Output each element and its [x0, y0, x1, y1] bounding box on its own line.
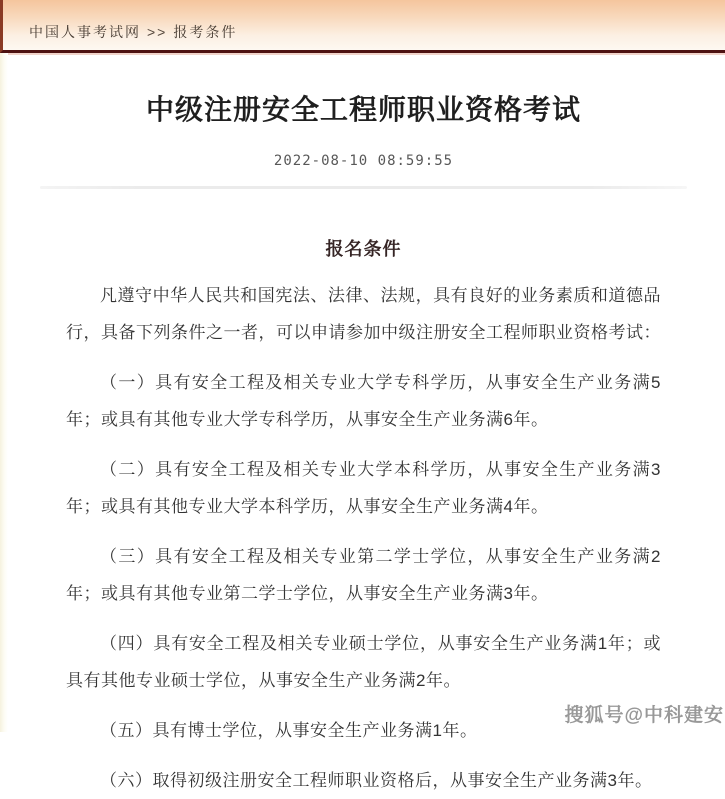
breadcrumb-separator: >> [147, 24, 168, 40]
section-heading: 报名条件 [325, 239, 402, 259]
breadcrumb-site-link[interactable]: 中国人事考试网 [29, 24, 141, 40]
paragraph-condition-1: （一）具有安全工程及相关专业大学专科学历，从事安全生产业务满5年；或具有其他专业大学专科学历，从事安全生产业务满6年。 [66, 373, 661, 429]
paragraph-condition-5: （五）具有博士学位，从事安全生产业务满1年。 [100, 721, 478, 740]
article [0, 93, 725, 799]
horizontal-divider [40, 186, 687, 189]
paragraph-intro: 凡遵守中华人民共和国宪法、法律、法规，具有良好的业务素质和道德品行，具备下列条件之一者，可以申请参加中级注册安全工程师职业资格考试： [66, 286, 661, 342]
breadcrumb-bar [0, 0, 725, 53]
breadcrumb [29, 22, 237, 42]
paragraph-condition-2: （二）具有安全工程及相关专业大学本科学历，从事安全生产业务满3年；或具有其他专业大学本科学历，从事安全生产业务满4年。 [66, 460, 661, 516]
paragraph-condition-3: （三）具有安全工程及相关专业第二学士学位，从事安全生产业务满2年；或具有其他专业第二学士学位，从事安全生产业务满3年。 [66, 547, 661, 603]
breadcrumb-current-page: 报考条件 [173, 24, 238, 40]
publish-datetime: 2022-08-10 08:59:55 [273, 153, 454, 169]
watermark-sohu-account: 搜狐号@中科建安 [564, 705, 724, 726]
page-title: 中级注册安全工程师职业资格考试 [145, 94, 581, 125]
paragraph-condition-4: （四）具有安全工程及相关专业硕士学位，从事安全生产业务满1年；或具有其他专业硕士学位，从事安全生产业务满2年。 [66, 634, 661, 690]
paragraph-condition-6: （六）取得初级注册安全工程师职业资格后，从事安全生产业务满3年。 [100, 771, 653, 790]
